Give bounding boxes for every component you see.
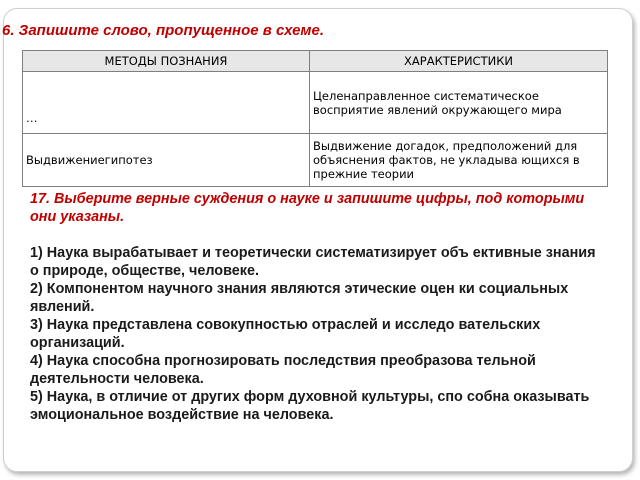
header-characteristics: ХАРАКТЕРИСТИКИ — [310, 51, 608, 72]
statement-1: 1) Наука вырабатывает и теоретически систематизирует объ ективные знания о природе, обществе, человеке. — [30, 245, 596, 279]
question-6-title: 6. Запишите слово, пропущенное в схеме. — [2, 22, 325, 39]
statement-5: 5) Наука, в отличие от других форм духовной культуры, спо собна оказывать эмоциональное воздействие на человека. — [30, 389, 590, 423]
table-row — [23, 72, 608, 134]
table-row — [23, 134, 608, 187]
table-header-row — [23, 51, 608, 72]
header-methods: МЕТОДЫ ПОЗНАНИЯ — [23, 51, 310, 72]
statement-3: 3) Наука представлена совокупностью отраслей и исследо вательских организаций. — [30, 317, 541, 351]
method-missing-cell: … — [23, 72, 310, 134]
statement-4: 4) Наука способна прогнозировать последствия преобразова тельной деятельности человека. — [30, 353, 536, 387]
scheme-table — [22, 50, 608, 187]
characteristic-cell: Целенаправленное систематическое восприятие явлений окружающего мира — [310, 72, 608, 134]
statement-2: 2) Компонентом научного знания являются этические оцен ки социальных явлений. — [30, 281, 569, 315]
characteristic-cell: Выдвижение догадок, предположений для объяснения фактов, не укладыва ющихся в прежние теории — [310, 134, 608, 187]
method-cell: Выдвижениегипотез — [23, 134, 310, 187]
question-17-block — [30, 190, 605, 424]
question-17-title: 17. Выберите верные суждения о науке и запишите цифры, под которыми они указаны. — [30, 191, 585, 225]
